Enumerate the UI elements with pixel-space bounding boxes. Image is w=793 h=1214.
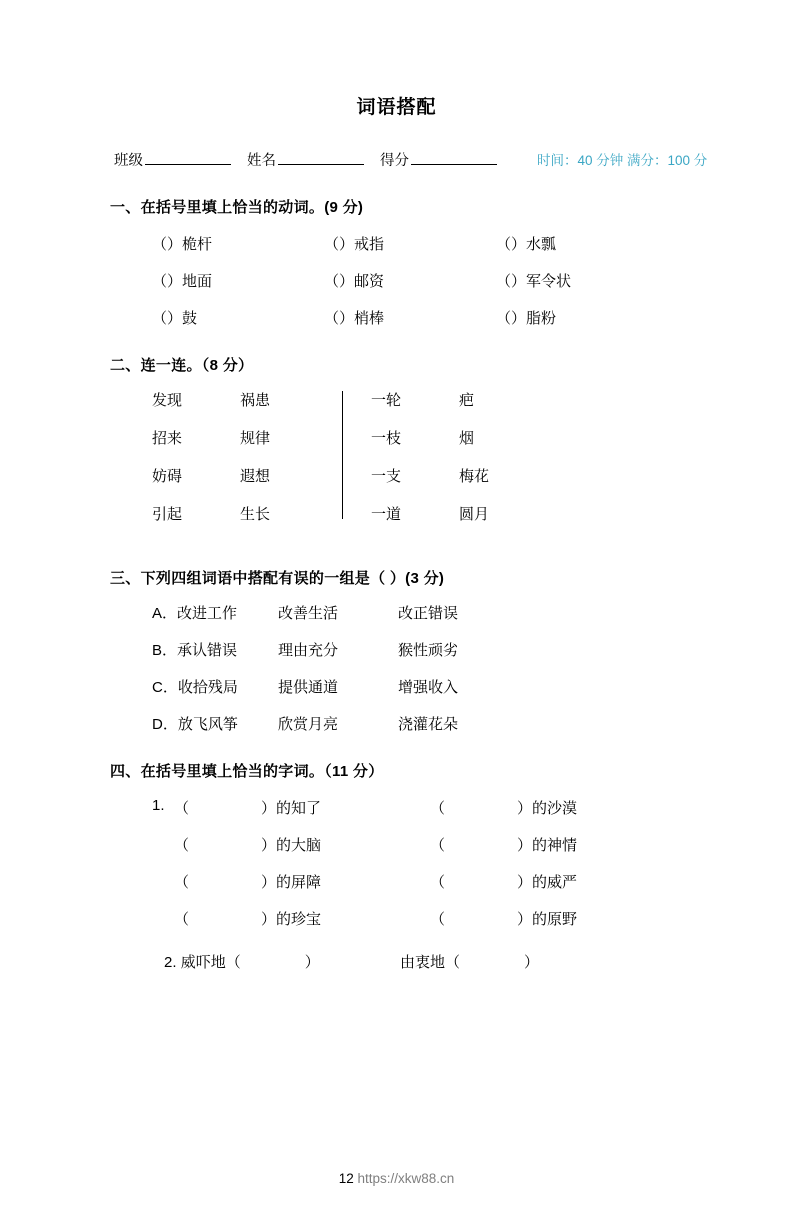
section-2-heading: 二、连一连。（8 分）	[110, 357, 254, 374]
adverb-blank-cell[interactable]	[400, 951, 636, 972]
class-label: 班级	[114, 153, 143, 169]
option-item: 欣赏月亮	[278, 716, 339, 733]
verb-item-text: ）水瓢	[511, 236, 557, 253]
match-row	[371, 427, 555, 448]
adj-item-text: ）的威严	[517, 874, 578, 891]
page-footer	[0, 1171, 793, 1186]
verb-blank-cell[interactable]	[496, 233, 668, 254]
verb-item-text: ）脂粉	[511, 310, 557, 327]
match-row	[371, 389, 555, 410]
adj-item-text: ）的神情	[517, 837, 578, 854]
verb-blank-cell[interactable]	[324, 307, 496, 328]
open-paren: （	[324, 273, 340, 290]
column-divider	[342, 391, 343, 519]
match-term[interactable]: 一轮	[371, 392, 402, 409]
match-term[interactable]: 一道	[371, 506, 402, 523]
section-1-row	[152, 233, 721, 254]
score-label: 得分	[380, 153, 409, 169]
match-row	[152, 465, 336, 486]
class-blank[interactable]	[145, 150, 231, 165]
adverb-text: 威吓地（	[180, 954, 241, 971]
open-paren: （	[324, 236, 340, 253]
verb-item-text: ）桅杆	[167, 236, 213, 253]
verb-blank-cell[interactable]	[496, 270, 668, 291]
verb-item-text: ）邮资	[339, 273, 385, 290]
section-1-row	[152, 307, 721, 328]
score-blank[interactable]	[411, 150, 497, 165]
section-1-heading: 一、在括号里填上恰当的动词。(9 分)	[110, 199, 364, 216]
match-term[interactable]: 烟	[459, 430, 475, 447]
option-item: 猴性顽劣	[398, 642, 459, 659]
adj-blank-cell[interactable]	[430, 834, 686, 855]
student-info-line	[72, 149, 721, 170]
match-row	[152, 427, 336, 448]
class-field[interactable]	[114, 149, 233, 170]
name-label: 姓名	[247, 153, 276, 169]
option-row[interactable]	[152, 639, 721, 660]
match-term[interactable]: 一枝	[371, 430, 402, 447]
option-item: 改正错误	[398, 605, 459, 622]
open-paren: （	[174, 911, 190, 928]
match-row	[371, 503, 555, 524]
section-3-heading: 三、下列四组词语中搭配有误的一组是（ ）(3 分)	[110, 570, 445, 587]
match-term[interactable]: 生长	[240, 506, 271, 523]
exam-meta: 时间：40 分钟 满分：100 分	[537, 153, 708, 168]
section-2-matching	[72, 389, 721, 541]
open-paren: （	[496, 273, 512, 290]
option-item: 理由充分	[278, 642, 339, 659]
option-row[interactable]	[152, 713, 721, 734]
match-term[interactable]: 梅花	[459, 468, 490, 485]
open-paren: （	[430, 837, 446, 854]
section-3-options	[72, 602, 721, 734]
open-paren: （	[496, 310, 512, 327]
adj-blank-cell[interactable]	[174, 871, 430, 892]
open-paren: （	[430, 911, 446, 928]
match-term[interactable]: 发现	[152, 392, 183, 409]
item-number: 2.	[164, 954, 177, 971]
section-1-row	[152, 270, 721, 291]
section-4-heading: 四、在括号里填上恰当的字词。（11 分）	[110, 763, 384, 780]
footer-url: https://xkw88.cn	[357, 1171, 455, 1186]
adj-item-text: ）的沙漠	[517, 800, 578, 817]
verb-item-text: ）鼓	[167, 310, 198, 327]
adj-blank-cell[interactable]	[430, 797, 686, 818]
adj-blank-cell[interactable]	[430, 908, 686, 929]
open-paren: （	[152, 273, 168, 290]
adj-item-text: ）的屏障	[261, 874, 322, 891]
page-number: 12	[338, 1171, 354, 1186]
close-paren: ）	[524, 954, 540, 971]
open-paren: （	[496, 236, 512, 253]
name-blank[interactable]	[278, 150, 364, 165]
option-row[interactable]	[152, 676, 721, 697]
match-term[interactable]: 招来	[152, 430, 183, 447]
open-paren: （	[324, 310, 340, 327]
adj-blank-cell[interactable]	[174, 834, 430, 855]
verb-blank-cell[interactable]	[152, 270, 324, 291]
section-4-row	[174, 834, 721, 855]
verb-item-text: ）梢棒	[339, 310, 385, 327]
match-row	[152, 503, 336, 524]
option-item: 浇灌花朵	[398, 716, 459, 733]
verb-item-text: ）地面	[167, 273, 213, 290]
open-paren: （	[152, 310, 168, 327]
option-label: B．承认错误	[152, 642, 238, 659]
verb-item-text: ）戒指	[339, 236, 385, 253]
verb-blank-cell[interactable]	[496, 307, 668, 328]
match-term[interactable]: 一支	[371, 468, 402, 485]
name-field[interactable]	[247, 149, 366, 170]
section-4-row	[152, 797, 721, 818]
item-number: 1.	[152, 797, 165, 814]
match-term[interactable]: 疤	[459, 392, 475, 409]
section-4-row	[174, 871, 721, 892]
open-paren: （	[174, 837, 190, 854]
option-label: C．收拾残局	[152, 679, 238, 696]
verb-blank-cell[interactable]	[324, 270, 496, 291]
close-paren: ）	[304, 954, 320, 971]
section-4-body	[72, 797, 721, 929]
match-row	[371, 465, 555, 486]
verb-blank-cell[interactable]	[152, 233, 324, 254]
option-row[interactable]	[152, 602, 721, 623]
option-item: 改善生活	[278, 605, 339, 622]
option-label: A．改进工作	[152, 605, 238, 622]
adj-item-text: ）的原野	[517, 911, 578, 928]
verb-blank-cell[interactable]	[324, 233, 496, 254]
open-paren: （	[430, 800, 446, 817]
adverb-text: 由衷地（	[400, 954, 461, 971]
open-paren: （	[430, 874, 446, 891]
match-row	[152, 389, 336, 410]
verb-item-text: ）军令状	[511, 273, 572, 290]
page-title: 词语搭配	[356, 97, 437, 118]
match-term[interactable]: 祸患	[240, 392, 271, 409]
open-paren: （	[174, 874, 190, 891]
match-term[interactable]: 引起	[152, 506, 183, 523]
section-1-grid	[72, 233, 721, 328]
adj-blank-cell[interactable]	[430, 871, 686, 892]
adj-blank-cell[interactable]	[174, 797, 430, 818]
open-paren: （	[152, 236, 168, 253]
open-paren: （	[174, 800, 190, 817]
match-group-left	[152, 389, 336, 541]
adj-item-text: ）的大脑	[261, 837, 322, 854]
section-4-item2	[72, 951, 721, 972]
adj-item-text: ）的知了	[261, 800, 322, 817]
score-field[interactable]	[380, 149, 499, 170]
adverb-blank-cell[interactable]	[164, 951, 400, 972]
option-item: 提供通道	[278, 679, 339, 696]
match-term[interactable]: 规律	[240, 430, 271, 447]
adj-blank-cell[interactable]	[174, 908, 430, 929]
verb-blank-cell[interactable]	[152, 307, 324, 328]
adj-item-text: ）的珍宝	[261, 911, 322, 928]
section-4-row	[174, 908, 721, 929]
match-term[interactable]: 遐想	[240, 468, 271, 485]
match-group-right	[371, 389, 555, 541]
match-term[interactable]: 圆月	[459, 506, 490, 523]
worksheet-page	[0, 92, 793, 1214]
option-item: 增强收入	[398, 679, 459, 696]
option-label: D．放飞风筝	[152, 716, 238, 733]
match-term[interactable]: 妨碍	[152, 468, 183, 485]
